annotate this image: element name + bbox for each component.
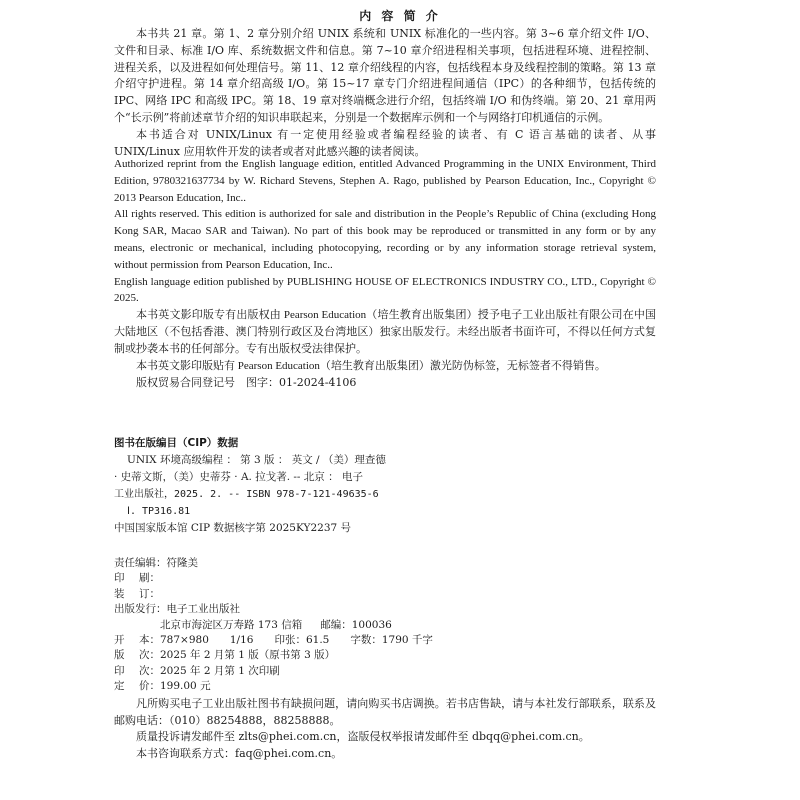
cip-data (114, 435, 434, 537)
rights-reserved-text: All rights reserved. This edition is authorized for sale and distribution in the People’s Republic of China (excluding Hong Kong SAR, Macao SAR and Taiwan). No part of this book may be reproduced or transmitted in any form or by any means, electronic or mechanical, including photocopying, recording or by any information storage retrieval system, without permission from Pearson Education, Inc.. (114, 208, 656, 271)
english-edition-text: English language edition published by PUBLISHING HOUSE OF ELECTRONICS INDUSTRY CO., LTD., Copyright © 2025. (114, 275, 656, 305)
edition-label: 版 次： (114, 649, 160, 662)
cip-line: Ⅰ. TP316.81 (127, 506, 191, 517)
publisher-postcode: 邮编：100036 (320, 618, 392, 631)
binding-row (114, 587, 514, 602)
inquiry-notice: 本书咨询联系方式：faq@phei.com.cn。 (136, 746, 343, 760)
exclusive-rights-text: 本书英文影印版专有出版权由 Pearson Education（培生教育出版集团）授予电子工业出版社有限公司在中国大陆地区（不包括香港、澳门特别行政区及台湾地区）独家出版发行。未经出版者书面许可，不得以任何方式复制或抄袭本书的任何部分。专有出版权受法律保护。 (114, 309, 656, 355)
publisher-address: 北京市海淀区万寿路 173 信箱 (160, 618, 303, 631)
publisher-row (114, 602, 514, 617)
contract-registration: 版权贸易合同登记号 图字：01-2024-4106 (136, 376, 357, 389)
price-row (114, 679, 514, 694)
cip-line: · 史蒂文斯，（美）史蒂芬 · A. 拉戈著. -- 北京 ： 电子 (114, 471, 363, 483)
binding-label: 装 订： (114, 587, 160, 600)
format-label: 开 本： (114, 634, 160, 647)
publisher-value: 电子工业出版社 (166, 603, 240, 616)
cip-line: 中国国家版本馆 CIP 数据核字第 2025KY2237 号 (114, 522, 352, 534)
summary-paragraph-chapters: 本书共 21 章。第 1、2 章分别介绍 UNIX 系统和 UNIX 标准化的一些内容。第 3~6 章介绍文件 I/O、文件和目录、标准 I/O 库、系统数据文件和信息。第 7~10 章介绍进程相关事项，包括进程环境、进程控制、进程关系，以及进程如何处理信号。第 11、12 章介绍线程的内容，包括线程本身及线程控制的策略。第 13 章介绍守护进程。第 14 章介绍高级 I/O。第 15~17 章专门介绍进程间通信（IPC）的各种细节，包括传统的 IPC、网络 IPC 和高级 IPC。第 18、19 章对终端概念进行介绍，包括终端 I/O 和伪终端。第 20、21 章用两个“长示例”将前述章节介绍的知识串联起来，分别是一个数据库示例和一个与网络打印机通信的示例。 (114, 27, 656, 124)
edition-value: 2025 年 2 月第 1 版（原书第 3 版） (160, 649, 336, 662)
editor-row (114, 556, 514, 571)
customer-notice (114, 696, 656, 762)
publication-details (114, 556, 514, 695)
format-value: 787×980 1/16 印张：61.5 字数：1790 千字 (160, 634, 433, 647)
edition-row (114, 648, 514, 663)
editor-label: 责任编辑： (114, 557, 167, 569)
cip-line: UNIX 环境高级编程 ： 第 3 版 ： 英文 / （美）理查德 (127, 454, 386, 466)
exchange-notice: 凡所购买电子工业出版社图书有缺损问题，请向购买书店调换。若书店售缺，请与本社发行部联系，联系及邮购电话：（010）88254888，88258888。 (114, 697, 656, 727)
content-summary (114, 26, 656, 160)
summary-paragraph-audience: 本书适合对 UNIX/Linux 有一定使用经验或者编程经验的读者、有 C 语言基础的读者、从事 UNIX/Linux 应用软件开发的读者或者对此感兴趣的读者阅读。 (114, 127, 656, 158)
printer-row (114, 571, 514, 586)
cip-title: 图书在版编目（CIP）数据 (114, 437, 239, 449)
editor-value: 符隆美 (166, 557, 198, 569)
price-value: 199.00 元 (160, 680, 211, 693)
copyright-notice (114, 156, 656, 374)
cip-line: 工业出版社，2025. 2. -- ISBN 978-7-121-49635-6 (114, 489, 379, 500)
format-row (114, 633, 514, 648)
address-row (114, 618, 514, 633)
printing-label: 印 次： (114, 664, 160, 677)
price-label: 定 价： (114, 680, 160, 693)
printing-value: 2025 年 2 月第 1 次印刷 (160, 664, 280, 677)
publisher-label: 出版发行： (114, 603, 167, 616)
printing-row (114, 664, 514, 679)
page-title: 内 容 简 介 (359, 9, 441, 23)
complaint-notice: 质量投诉请发邮件至 zlts@phei.com.cn，盗版侵权举报请发邮件至 dbqq@phei.com.cn。 (136, 730, 590, 744)
printer-label: 印 刷： (114, 572, 160, 585)
authorized-reprint-text: Authorized reprint from the English language edition, entitled Advanced Programming in the UNIX Environment, Third Edition, 9780321637734 by W. Richard Stevens, Stephen A. Rago, published by Pearson Education, Inc., Copyright © 2013 Pearson Education, Inc.. (114, 158, 656, 204)
anti-counterfeit-text: 本书英文影印版贴有 Pearson Education（培生教育出版集团）激光防伪标签，无标签者不得销售。 (136, 359, 606, 372)
